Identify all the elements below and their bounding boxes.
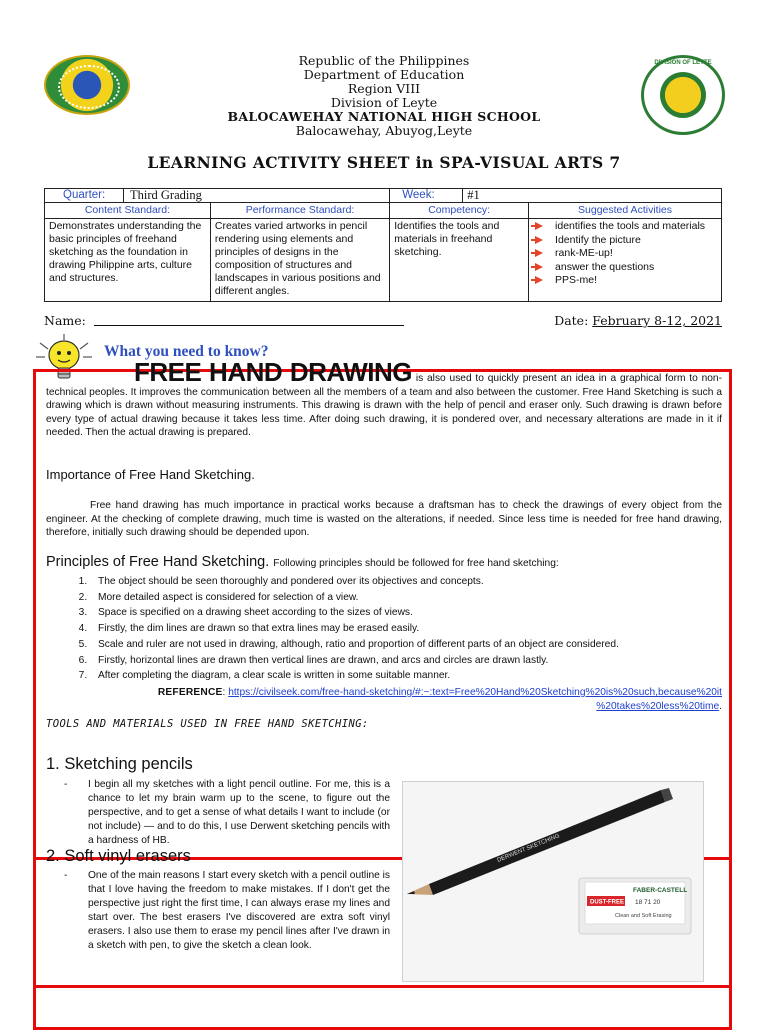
svg-text:Clean and Soft Erasing: Clean and Soft Erasing: [615, 913, 672, 919]
activity-item: identifies the tools and materials: [533, 220, 717, 234]
importance-heading: Importance of Free Hand Sketching.: [46, 467, 255, 482]
competency-cell: Identifies the tools and materials in freehand sketching.: [390, 219, 529, 302]
arrow-bullet-icon: [535, 222, 543, 230]
quarter-value: Third Grading: [130, 188, 202, 202]
republic-line: Republic of the Philippines: [298, 53, 470, 68]
what-you-need-to-know-heading: What you need to know?: [104, 343, 269, 360]
arrow-bullet-icon: [535, 276, 543, 284]
principle-item: 7. After completing the diagram, a clear scale is written in some suitable manner.: [90, 668, 722, 684]
date-value: February 8-12, 2021: [592, 313, 722, 328]
date-field: [554, 313, 722, 328]
division-line: Division of Leyte: [330, 95, 438, 110]
activity-item: Identify the picture: [533, 234, 717, 248]
principle-item: 2. More detailed aspect is considered for selection of a view.: [90, 590, 722, 606]
principles-heading-line: [46, 554, 726, 570]
activity-item: PPS-me!: [533, 274, 717, 288]
principle-item: 5. Scale and ruler are not used in drawing, although, ratio and proportion of different parts of an object are considered.: [90, 637, 722, 653]
svg-text:FABER-CASTELL: FABER-CASTELL: [633, 887, 688, 894]
pencil-and-eraser-photo: [402, 781, 704, 982]
soft-erasers-paragraph: - One of the main reasons I start every sketch with a pencil outline is that I love having the freedom to make mistakes. If I don't get the perspective just right the first time, I can always erase my lines and start over. The best erasers I've discovered are extra soft vinyl erasers. I also use them to erase my pencil lines after I've drawn in a sketch with pen, to give the sketch a clean look.: [64, 870, 390, 951]
arrow-bullet-icon: [535, 249, 543, 257]
principle-item: 1. The object should be seen thoroughly and pondered over its objectives and concepts.: [90, 574, 722, 590]
name-date-row: [44, 313, 722, 329]
performance-standard-cell: Creates varied artworks in pencil rendering using elements and principles of designs in the composition of structures and landscapes in various positions and different angles.: [210, 219, 389, 302]
eraser-icon: [579, 878, 691, 934]
region-line: Region VIII: [347, 81, 421, 96]
tools-heading: TOOLS AND MATERIALS USED IN FREE HAND SKETCHING:: [46, 718, 369, 730]
principles-list: [46, 574, 722, 684]
header-content-standard: Content Standard:: [45, 203, 211, 219]
week-value: #1: [467, 188, 480, 202]
importance-paragraph: Free hand drawing has much importance in practical works because a draftsman has to check the drawings of every object from the engineer. At the checking of complete drawing, much time is wasted on the alterations, if needed. Since less time is needed for free hand drawing, therefore, initially such drawing should be depended upon.: [46, 500, 722, 539]
arrow-bullet-icon: [535, 263, 543, 271]
school-name: BALOCAWEHAY NATIONAL HIGH SCHOOL: [227, 109, 541, 124]
reference-link-continued[interactable]: %20takes%20less%20time: [596, 701, 720, 712]
activity-item: answer the questions: [533, 261, 717, 275]
arrow-bullet-icon: [535, 236, 543, 244]
reference-label: REFERENCE: [157, 687, 223, 698]
header-competency: Competency:: [390, 203, 529, 219]
reference-link[interactable]: https://civilseek.com/free-hand-sketching/#:~:text=Free%20Hand%20Sketching%20is%20such,because%20it: [228, 687, 722, 698]
department-line: Department of Education: [303, 67, 465, 82]
page-title: LEARNING ACTIVITY SHEET in SPA-VISUAL ARTS 7: [147, 153, 621, 172]
intro-text: is also used to quickly present an idea in a graphical form to non-technical peoples. It improves the communication between all the members of a team and also between the customer. Free Hand Sketching is such a drawing which is drawn without measuring instruments. This drawing is drawn with the help of pencil and eraser only. Such drawing is drawn before every type of actual drawing because it takes less time. After doing such drawing, it is pondered over, and necessary alterations are made in it if needed. Then the actual drawing is prepared.: [46, 373, 722, 439]
content-standard-cell: Demonstrates understanding the basic principles of freehand sketching as the foundation in drawing Philippine arts, culture and structures.: [45, 219, 211, 302]
name-blank-line: [94, 325, 404, 326]
svg-text:18 71 20: 18 71 20: [635, 899, 661, 906]
principles-lead: Following principles should be followed for free hand sketching:: [273, 558, 559, 569]
date-label: Date:: [554, 313, 589, 328]
svg-text:DUST-FREE: DUST-FREE: [590, 899, 625, 906]
soft-erasers-heading: 2. Soft vinyl erasers: [46, 847, 191, 865]
logo-text: DIVISION OF LEYTE: [654, 60, 712, 66]
week-label: Week:: [390, 189, 463, 202]
sketching-pencils-heading: 1. Sketching pencils: [46, 755, 193, 773]
red-highlight-box-3: [33, 985, 732, 1030]
principle-item: 4. Firstly, the dim lines are drawn so that extra lines may be erased easily.: [90, 621, 722, 637]
svg-text:DERWENT SKETCHING: DERWENT SKETCHING: [496, 833, 561, 864]
sketching-pencils-paragraph: - I begin all my sketches with a light pencil outline. For me, this is a chance to let my brain warm up to the scene, to figure out the perspective, and to get a sense of what details I want to include (or not include) — and to do this, I use Derwent sketching pencils with a hardness of HB.: [64, 779, 390, 846]
suggested-activities-cell: [529, 219, 722, 302]
name-label: Name:: [44, 313, 86, 328]
quarter-label: Quarter:: [45, 189, 124, 202]
intro-paragraph: [46, 357, 722, 440]
activity-item: rank-ME-up!: [533, 247, 717, 261]
principle-item: 6. Firstly, horizontal lines are drawn then vertical lines are drawn, and arcs and circles are drawn lastly.: [90, 653, 722, 669]
header-suggested-activities: Suggested Activities: [529, 203, 722, 219]
free-hand-drawing-title: FREE HAND DRAWING: [134, 357, 413, 387]
principle-item: 3. Space is specified on a drawing sheet according to the sizes of views.: [90, 605, 722, 621]
header-performance-standard: Performance Standard:: [210, 203, 389, 219]
school-address: Balocawehay, Abuyog,Leyte: [295, 123, 473, 138]
reference-block: REFERENCE: https://civilseek.com/free-hand-sketching/#:~:text=Free%20Hand%20Sketching%20is%20such,because%20it %20takes%20less%20time.: [157, 687, 722, 712]
learning-activity-table: [44, 188, 722, 302]
principles-heading: Principles of Free Hand Sketching.: [46, 554, 270, 570]
